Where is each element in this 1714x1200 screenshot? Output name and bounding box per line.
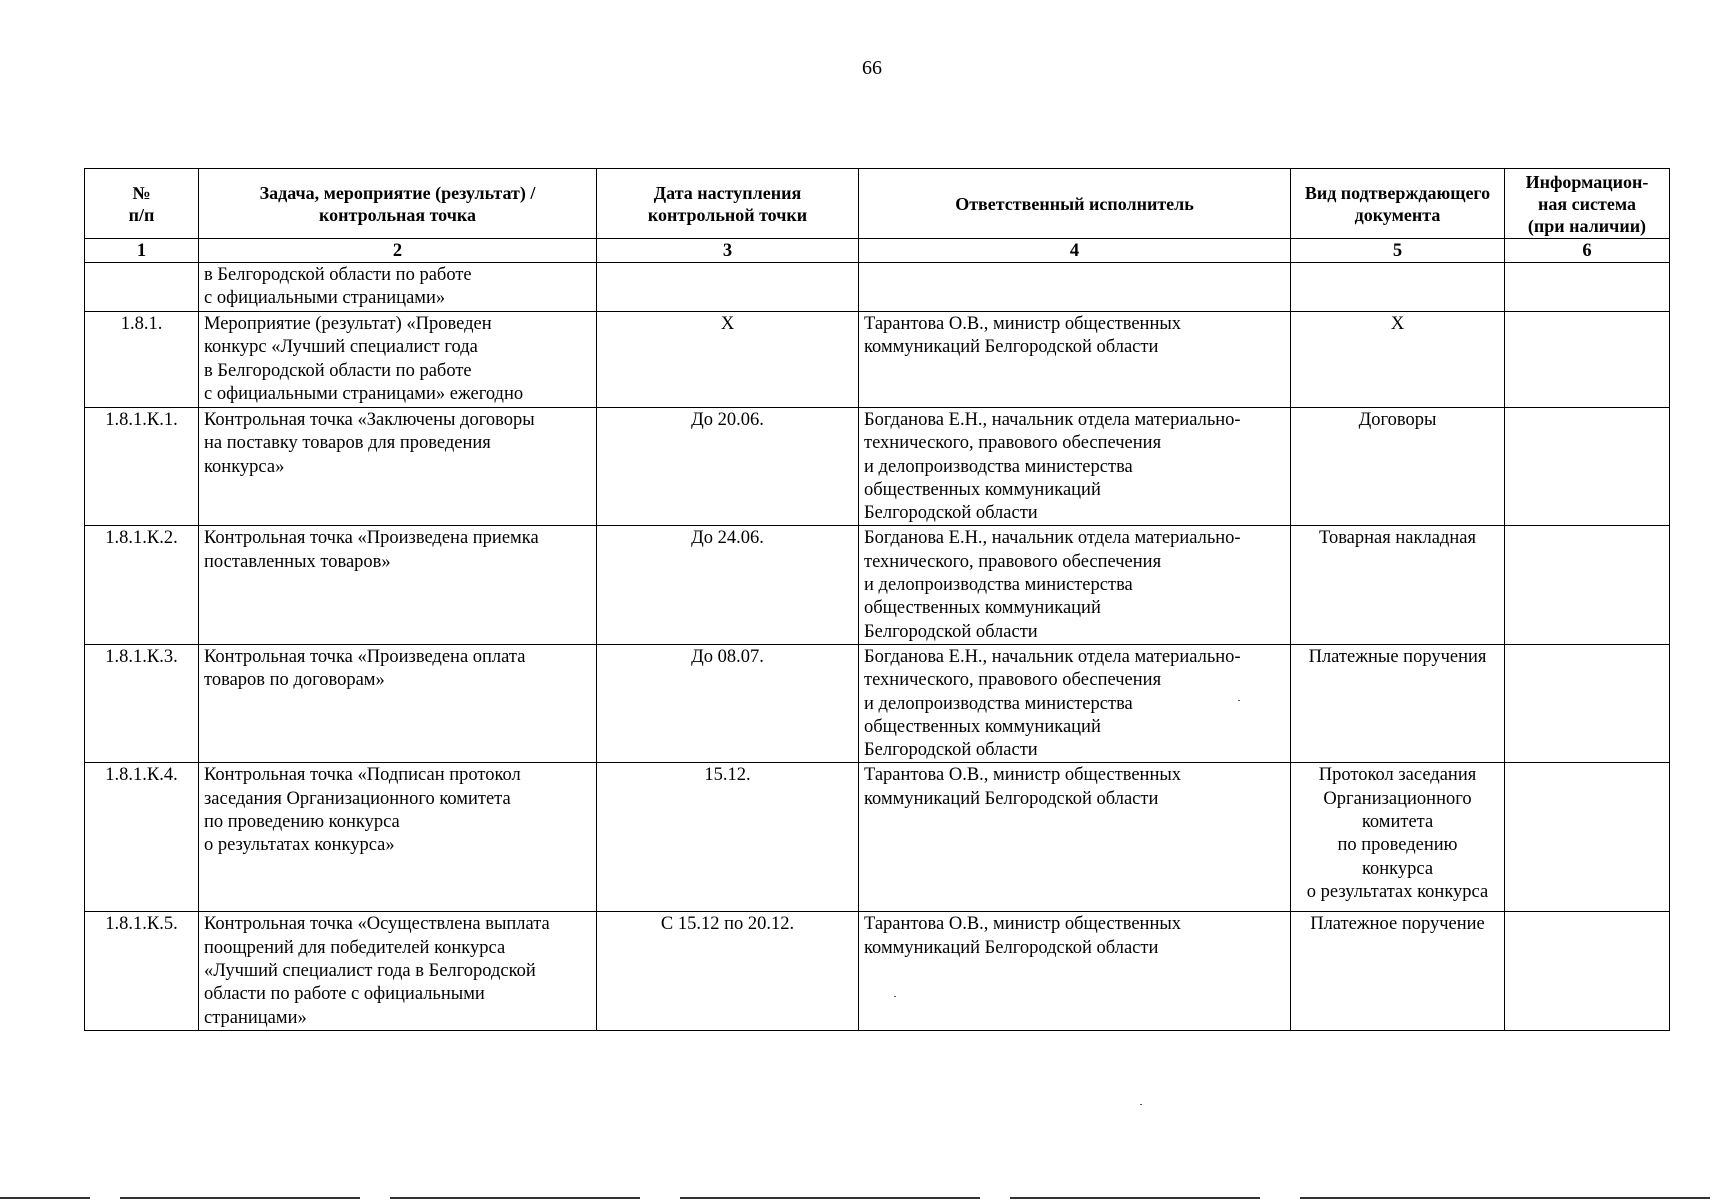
row-system bbox=[1505, 408, 1670, 526]
row-number: 1.8.1.К.1. bbox=[85, 408, 199, 526]
row-number: 1.8.1.К.5. bbox=[85, 912, 199, 1030]
row-date: До 08.07. bbox=[597, 644, 859, 762]
header-task: Задача, мероприятие (результат) / контрольная точка bbox=[199, 169, 597, 239]
row-task: Контрольная точка «Заключены договоры на поставку товаров для проведения конкурса» bbox=[199, 408, 597, 526]
row-executor: Тарантова О.В., министр общественных коммуникаций Белгородской области bbox=[859, 312, 1291, 408]
row-number: 1.8.1. bbox=[85, 312, 199, 408]
column-number: 5 bbox=[1291, 239, 1505, 263]
row-document: Договоры bbox=[1291, 408, 1505, 526]
row-executor bbox=[859, 263, 1291, 312]
row-executor: Тарантова О.В., министр общественных коммуникаций Белгородской области bbox=[859, 912, 1291, 1030]
row-system bbox=[1505, 912, 1670, 1030]
row-date: С 15.12 по 20.12. bbox=[597, 912, 859, 1030]
row-system bbox=[1505, 763, 1670, 912]
row-document bbox=[1291, 263, 1505, 312]
row-date bbox=[597, 263, 859, 312]
row-date: До 20.06. bbox=[597, 408, 859, 526]
row-document: Платежные поручения bbox=[1291, 644, 1505, 762]
row-system bbox=[1505, 526, 1670, 644]
table-row bbox=[85, 912, 1670, 1030]
column-number: 2 bbox=[199, 239, 597, 263]
header-number: № п/п bbox=[85, 169, 199, 239]
row-document: Х bbox=[1291, 312, 1505, 408]
table-row bbox=[85, 526, 1670, 644]
row-date: Х bbox=[597, 312, 859, 408]
header-row bbox=[85, 169, 1670, 239]
header-system: Информацион- ная система (при наличии) bbox=[1505, 169, 1670, 239]
control-points-table bbox=[84, 168, 1670, 1031]
scan-edge-line bbox=[120, 1197, 360, 1199]
scan-speck bbox=[1238, 700, 1240, 701]
row-date: До 24.06. bbox=[597, 526, 859, 644]
scan-speck bbox=[1140, 1104, 1142, 1105]
row-system bbox=[1505, 312, 1670, 408]
row-executor: Богданова Е.Н., начальник отдела материально- технического, правового обеспечения и делопроизводства министерства общественных коммуникаций Белгородской области bbox=[859, 408, 1291, 526]
row-task: Контрольная точка «Осуществлена выплата поощрений для победителей конкурса «Лучший специалист года в Белгородской области по работе с официальными страницами» bbox=[199, 912, 597, 1030]
row-executor: Богданова Е.Н., начальник отдела материально- технического, правового обеспечения и делопроизводства министерства общественных коммуникаций Белгородской области bbox=[859, 526, 1291, 644]
scan-edge-line bbox=[1300, 1197, 1710, 1199]
scan-edge-line bbox=[0, 1197, 90, 1199]
row-number: 1.8.1.К.3. bbox=[85, 644, 199, 762]
table-row bbox=[85, 263, 1670, 312]
row-task: в Белгородской области по работе с официальными страницами» bbox=[199, 263, 597, 312]
header-date: Дата наступления контрольной точки bbox=[597, 169, 859, 239]
table-row bbox=[85, 644, 1670, 762]
scan-speck bbox=[894, 996, 896, 997]
scan-edge-line bbox=[680, 1197, 980, 1199]
column-number: 4 bbox=[859, 239, 1291, 263]
row-system bbox=[1505, 263, 1670, 312]
page-number: 66 bbox=[862, 57, 882, 79]
header-document: Вид подтверждающего документа bbox=[1291, 169, 1505, 239]
scan-edge-line bbox=[390, 1197, 640, 1199]
table-row bbox=[85, 312, 1670, 408]
table-row bbox=[85, 763, 1670, 912]
row-document: Товарная накладная bbox=[1291, 526, 1505, 644]
column-numbers-row bbox=[85, 239, 1670, 263]
row-document: Протокол заседания Организационного комитета по проведению конкурса о результатах конкурса bbox=[1291, 763, 1505, 912]
column-number: 3 bbox=[597, 239, 859, 263]
row-number bbox=[85, 263, 199, 312]
row-task: Мероприятие (результат) «Проведен конкурс «Лучший специалист года в Белгородской области по работе с официальными страницами» ежегодно bbox=[199, 312, 597, 408]
scan-edge-line bbox=[1010, 1197, 1260, 1199]
row-date: 15.12. bbox=[597, 763, 859, 912]
row-system bbox=[1505, 644, 1670, 762]
table-row bbox=[85, 408, 1670, 526]
column-number: 1 bbox=[85, 239, 199, 263]
row-executor: Тарантова О.В., министр общественных коммуникаций Белгородской области bbox=[859, 763, 1291, 912]
row-number: 1.8.1.К.2. bbox=[85, 526, 199, 644]
column-number: 6 bbox=[1505, 239, 1670, 263]
row-task: Контрольная точка «Произведена оплата товаров по договорам» bbox=[199, 644, 597, 762]
row-number: 1.8.1.К.4. bbox=[85, 763, 199, 912]
row-task: Контрольная точка «Подписан протокол заседания Организационного комитета по проведению конкурса о результатах конкурса» bbox=[199, 763, 597, 912]
row-executor: Богданова Е.Н., начальник отдела материально- технического, правового обеспечения и делопроизводства министерства общественных коммуникаций Белгородской области bbox=[859, 644, 1291, 762]
row-task: Контрольная точка «Произведена приемка поставленных товаров» bbox=[199, 526, 597, 644]
header-executor: Ответственный исполнитель bbox=[859, 169, 1291, 239]
row-document: Платежное поручение bbox=[1291, 912, 1505, 1030]
